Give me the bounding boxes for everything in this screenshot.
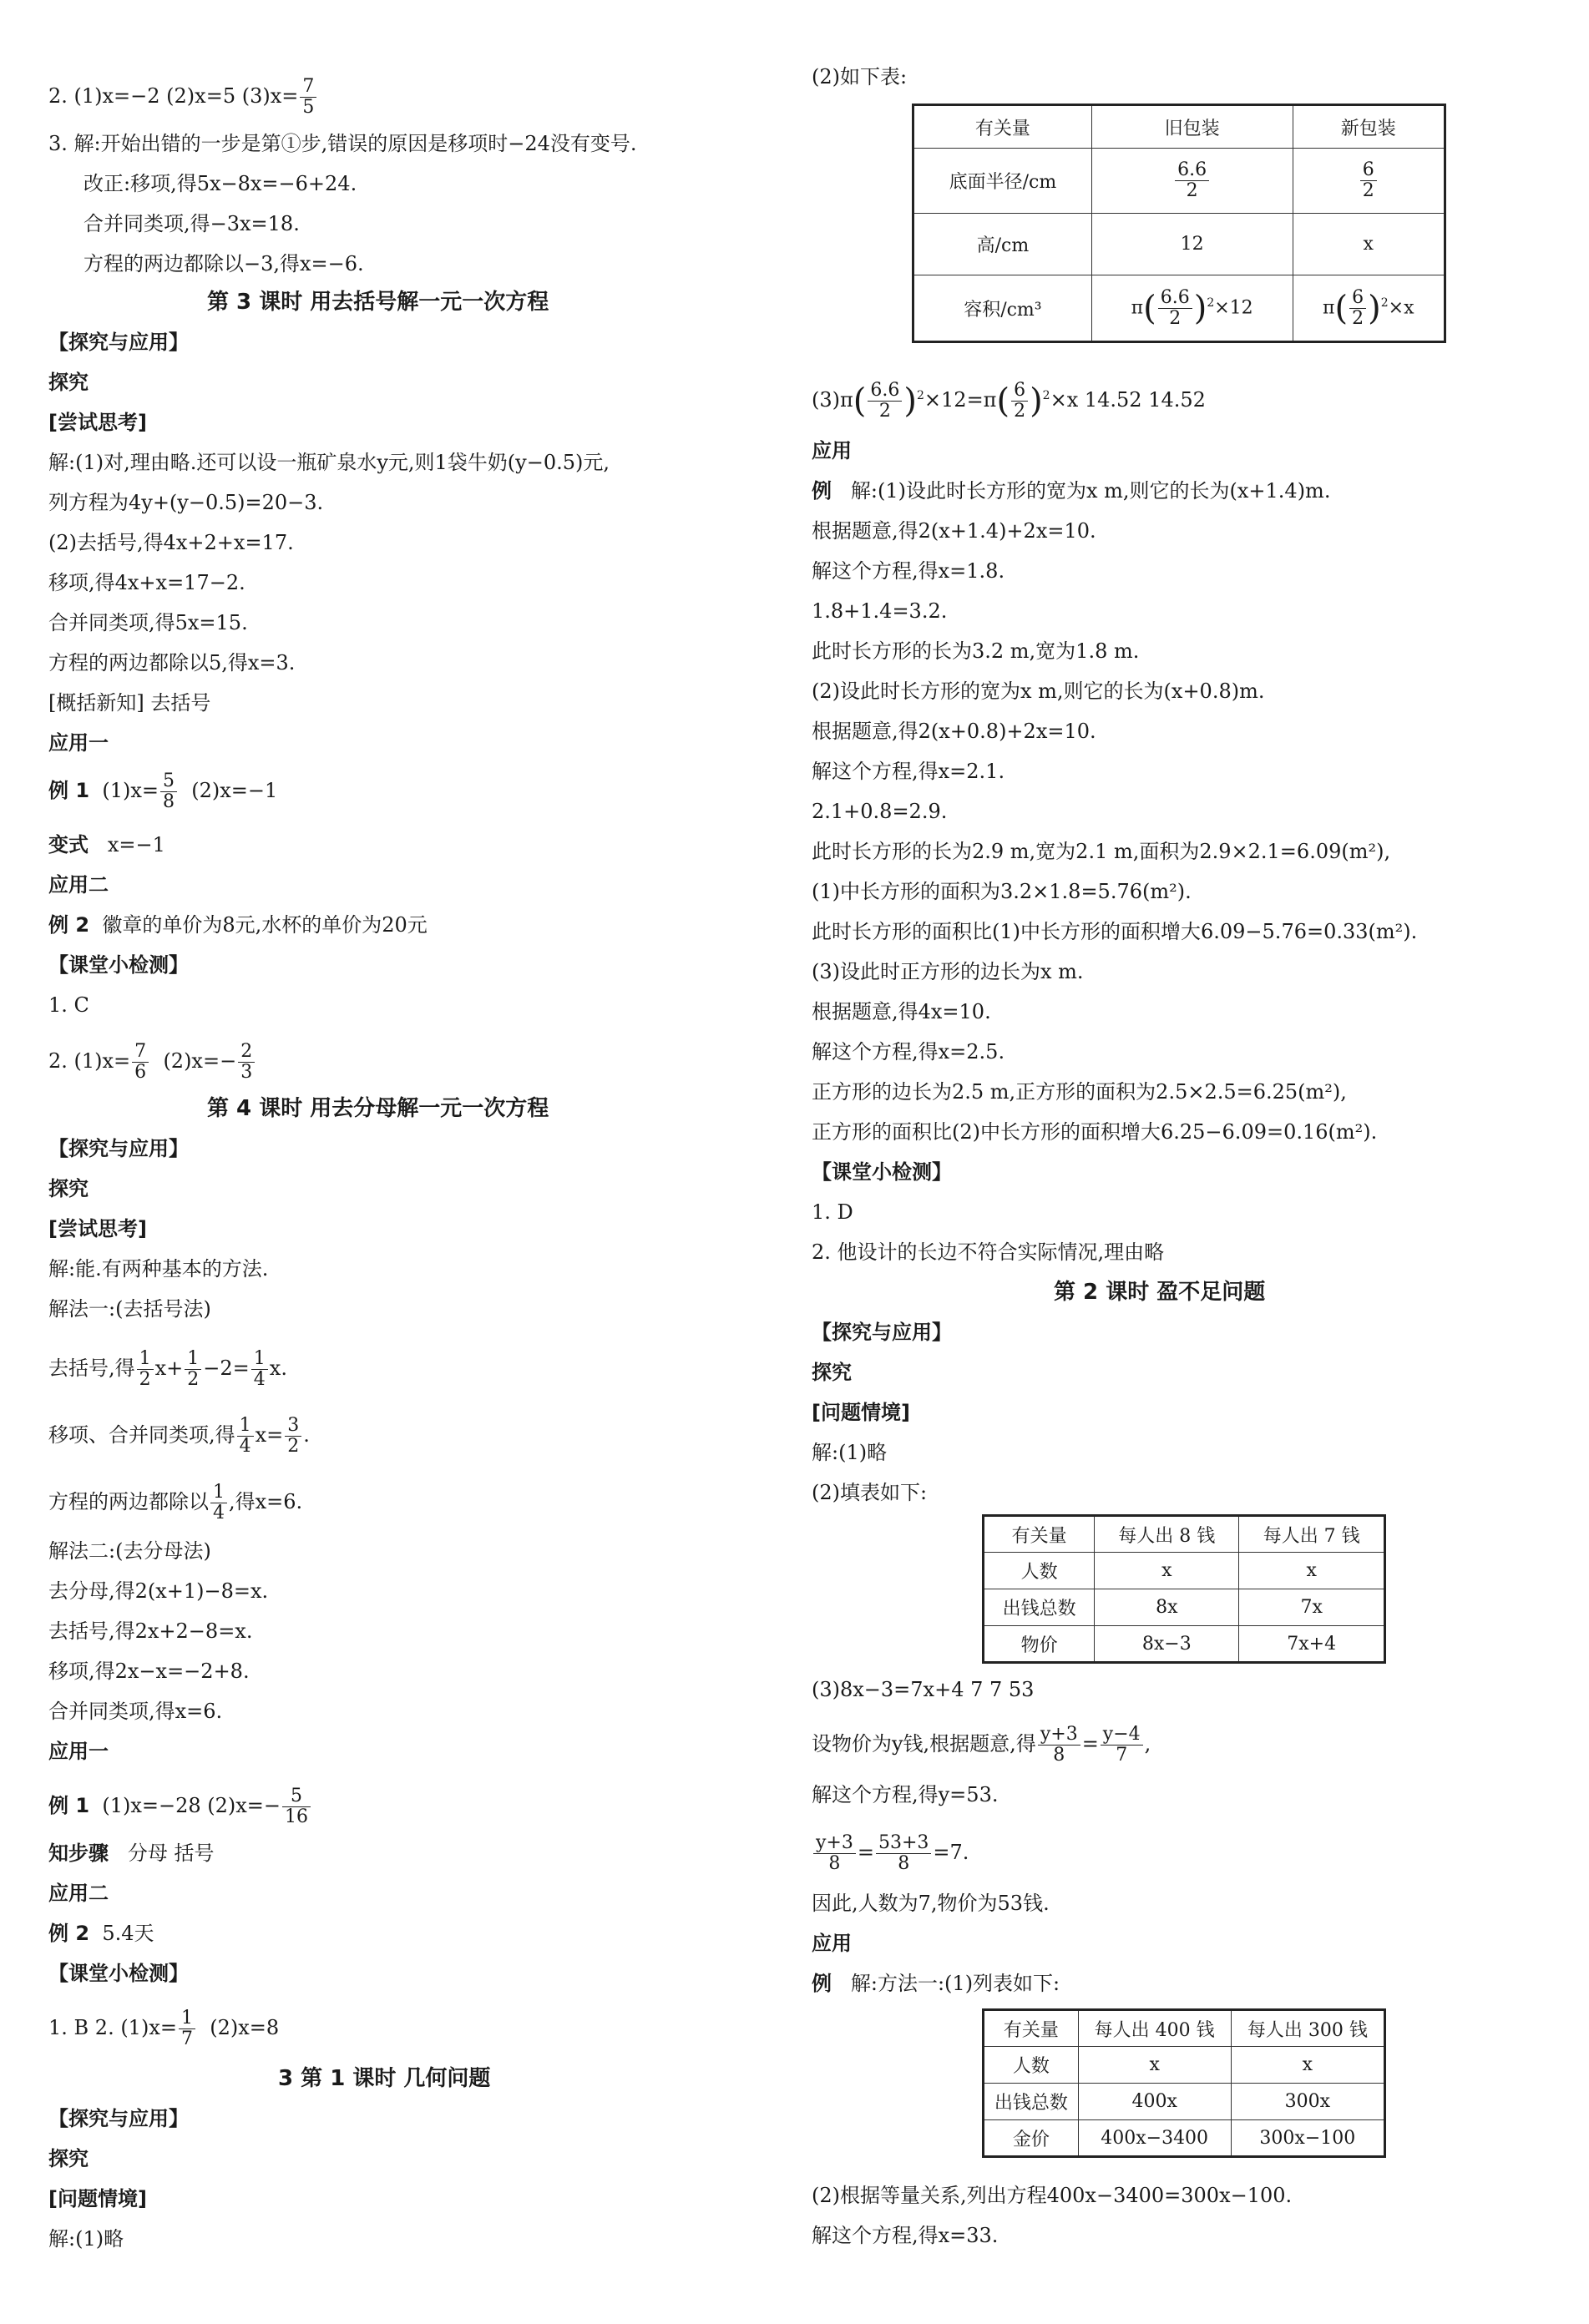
answer-line: (3)设此时正方形的边长为x m. — [812, 960, 1084, 983]
answer-line: 变式 x=−1 — [48, 833, 165, 856]
section-label: 【课堂小检测】 — [48, 953, 189, 977]
table-header: 有关量 — [984, 2010, 1079, 2047]
answer-line: 此时长方形的长为2.9 m,宽为2.1 m,面积为2.9×2.1=6.09(m²), — [812, 840, 1391, 863]
answer-line: 此时长方形的面积比(1)中长方形的面积增大6.09−5.76=0.33(m²). — [812, 920, 1418, 943]
table-header: 旧包装 — [1091, 105, 1293, 149]
section-label: 探究 — [812, 1361, 852, 1384]
fraction: $\frac{1}{2}$ — [185, 1349, 201, 1390]
answer-line: (2)如下表: — [812, 65, 908, 88]
section-label: 探究 — [48, 371, 89, 394]
section-heading: 第 3 课时 用去括号解一元一次方程 — [207, 290, 549, 315]
answer-line: 解这个方程,得x=1.8. — [812, 559, 1005, 583]
answer-line: 去括号,得2x+2−8=x. — [48, 1619, 253, 1643]
answer-line: 解:(1)略 — [812, 1441, 888, 1464]
answer-line: 正方形的边长为2.5 m,正方形的面积为2.5×2.5=6.25(m²), — [812, 1080, 1347, 1104]
fraction: $\frac{1}{2}$ — [137, 1349, 154, 1390]
table-cell: 7x+4 — [1239, 1626, 1385, 1663]
table-cell: 底面半径/cm — [913, 149, 1092, 214]
table-cell: 8x — [1095, 1589, 1239, 1626]
answer-line: (2)填表如下: — [812, 1481, 928, 1504]
answer-line: 1. D — [812, 1200, 853, 1224]
answer-line: 方程的两边都除以5,得x=3. — [48, 651, 296, 674]
table-cell: 300x — [1231, 2084, 1384, 2120]
answer-line: 去括号,得 $\frac{1}{2}$ x+ $\frac{1}{2}$ −2= $\frac{1}{4}$ x. — [48, 1348, 287, 1390]
table-cell: x — [1231, 2047, 1384, 2084]
section-heading: 3 第 1 课时 几何问题 — [278, 2066, 491, 2091]
answer-line: 正方形的面积比(2)中长方形的面积增大6.25−6.09=0.16(m²). — [812, 1120, 1378, 1144]
table-cell: π( $\frac{6}{2}$ )$^2$×x — [1293, 275, 1445, 342]
answer-line: [概括新知] 去括号 — [48, 691, 211, 715]
fraction: $\frac{2}{3}$ — [238, 1042, 255, 1083]
answer-line: 例 1 (1)x= $\frac{5}{8}$ (2)x=−1 — [48, 770, 278, 812]
answer-line: (2)设此时长方形的宽为x m,则它的长为(x+0.8)m. — [812, 680, 1265, 703]
answer-line: 方程的两边都除以−3,得x=−6. — [83, 252, 364, 275]
answer-line: 2.1+0.8=2.9. — [812, 800, 948, 823]
section-heading: 第 4 课时 用去分母解一元一次方程 — [207, 1096, 549, 1121]
answer-line: 因此,人数为7,物价为53钱. — [812, 1892, 1050, 1915]
answer-line: 2. (1)x= $\frac{7}{6}$ (2)x=− $\frac{2}{3}$ — [48, 1042, 256, 1083]
answer-line: 2. 他设计的长边不符合实际情况,理由略 — [812, 1240, 1165, 1264]
fraction: $\frac{7}{6}$ — [132, 1042, 149, 1083]
section-label: 应用二 — [48, 1882, 109, 1905]
answer-line: 根据题意,得2(x+0.8)+2x=10. — [812, 720, 1096, 743]
fraction: $\frac{1}{4}$ — [251, 1349, 268, 1390]
answer-line: 移项,得4x+x=17−2. — [48, 571, 245, 594]
answer-line: 解:(1)略 — [48, 2227, 124, 2251]
section-label: [问题情境] — [48, 2187, 147, 2210]
table-cell: x — [1293, 214, 1445, 275]
table-cell: 高/cm — [913, 214, 1092, 275]
answer-line: 解这个方程,得x=2.5. — [812, 1040, 1005, 1063]
answer-line: 根据题意,得4x=10. — [812, 1000, 991, 1023]
answer-line: 设物价为y钱,根据题意,得 $\frac{y+3}{8}$ = $\frac{y-4}{7}$ , — [812, 1724, 1151, 1766]
fraction: $\frac{1}{4}$ — [210, 1483, 227, 1523]
answer-line: (2)去括号,得4x+2+x=17. — [48, 531, 294, 554]
table-header: 每人出 300 钱 — [1231, 2010, 1384, 2047]
answer-line: 解这个方程,得x=33. — [812, 2224, 999, 2247]
answer-line: 移项、合并同类项,得 $\frac{1}{4}$ x= $\frac{3}{2}$ . — [48, 1415, 310, 1457]
answer-line: 移项,得2x−x=−2+8. — [48, 1660, 250, 1683]
answer-line: 3. 解:开始出错的一步是第①步,错误的原因是移项时−24没有变号. — [48, 132, 637, 155]
fraction: $\frac{1}{7}$ — [179, 2008, 195, 2049]
table-cell: 8x−3 — [1095, 1626, 1239, 1663]
fraction: $\frac{7}{5}$ — [300, 77, 316, 118]
section-label: 探究 — [48, 2147, 89, 2170]
table-cell: 400x−3400 — [1078, 2120, 1231, 2157]
table-header: 每人出 400 钱 — [1078, 2010, 1231, 2047]
answer-line: 解:(1)对,理由略.还可以设一瓶矿泉水y元,则1袋牛奶(y−0.5)元, — [48, 451, 610, 474]
answer-line: (3)8x−3=7x+4 7 7 53 — [812, 1678, 1035, 1701]
table-cell: 12 — [1091, 214, 1293, 275]
answer-line: 例 2 5.4天 — [48, 1922, 154, 1945]
fraction: $\frac{y-4}{7}$ — [1101, 1725, 1143, 1766]
section-label: 【探究与应用】 — [48, 2107, 189, 2130]
table-header: 每人出 7 钱 — [1239, 1516, 1385, 1553]
money-table-8-7 — [982, 1514, 1386, 1664]
answer-line: 1. C — [48, 993, 89, 1017]
answer-line: (2)根据等量关系,列出方程400x−3400=300x−100. — [812, 2184, 1293, 2207]
table-cell: 容积/cm³ — [913, 275, 1092, 342]
table-cell: 物价 — [984, 1626, 1095, 1663]
section-label: 【课堂小检测】 — [48, 1962, 189, 1985]
fraction: $\frac{3}{2}$ — [285, 1416, 301, 1457]
table-cell: 人数 — [984, 2047, 1079, 2084]
section-label: 【探究与应用】 — [48, 331, 189, 354]
table-cell: 金价 — [984, 2120, 1079, 2157]
answer-line: 解法一:(去括号法) — [48, 1297, 211, 1321]
table-cell: 人数 — [984, 1553, 1095, 1589]
answer-line: 解这个方程,得x=2.1. — [812, 760, 1005, 783]
section-label: 应用 — [812, 439, 852, 462]
table-cell: $\frac{6}{2}$ — [1293, 149, 1445, 214]
fraction: $\frac{1}{4}$ — [237, 1416, 254, 1457]
section-label: [尝试思考] — [48, 1217, 147, 1240]
answer-line: 合并同类项,得5x=15. — [48, 611, 248, 634]
fraction: $\frac{53+3}{8}$ — [876, 1833, 931, 1874]
table-cell: 7x — [1239, 1589, 1385, 1626]
table-cell: π( $\frac{6.6}{2}$ )$^2$×12 — [1091, 275, 1293, 342]
table-header: 有关量 — [913, 105, 1092, 149]
fraction: $\frac{5}{16}$ — [282, 1786, 311, 1827]
table-cell: 300x−100 — [1231, 2120, 1384, 2157]
section-label: 【课堂小检测】 — [812, 1160, 952, 1184]
section-label: [尝试思考] — [48, 411, 147, 434]
section-label: 【探究与应用】 — [48, 1137, 189, 1160]
section-label: 探究 — [48, 1177, 89, 1200]
fraction: $\frac{y+3}{8}$ — [1038, 1725, 1080, 1766]
fraction: $\frac{y+3}{8}$ — [813, 1833, 856, 1874]
section-label: 应用一 — [48, 731, 109, 755]
table-header: 有关量 — [984, 1516, 1095, 1553]
table-header: 每人出 8 钱 — [1095, 1516, 1239, 1553]
table-cell: $\frac{6.6}{2}$ — [1091, 149, 1293, 214]
money-table-400-300 — [982, 2008, 1386, 2158]
section-label: 应用一 — [48, 1740, 109, 1763]
answer-line: 例 解:方法一:(1)列表如下: — [812, 1972, 1060, 1995]
table-cell: 出钱总数 — [984, 2084, 1079, 2120]
answer-line: 改正:移项,得5x−8x=−6+24. — [83, 172, 357, 195]
answer-line: 此时长方形的长为3.2 m,宽为1.8 m. — [812, 639, 1140, 663]
table-cell: x — [1095, 1553, 1239, 1589]
answer-line: 解法二:(去分母法) — [48, 1539, 211, 1563]
section-label: 应用 — [812, 1932, 852, 1955]
answer-line: 去分母,得2(x+1)−8=x. — [48, 1579, 269, 1603]
table-cell: x — [1239, 1553, 1385, 1589]
answer-line: 1. B 2. (1)x= $\frac{1}{7}$ (2)x=8 — [48, 2008, 280, 2049]
answer-line: (1)中长方形的面积为3.2×1.8=5.76(m²). — [812, 880, 1192, 903]
answer-line: 根据题意,得2(x+1.4)+2x=10. — [812, 519, 1096, 543]
fraction: $\frac{5}{8}$ — [160, 771, 177, 812]
table-cell: 400x — [1078, 2084, 1231, 2120]
answer-line: (3)π( $\frac{6.6}{2}$ )$^2$×12=π( $\frac{6}{2}$ )$^2$×x 14.52 14.52 — [812, 380, 1206, 422]
answer-line: 合并同类项,得−3x=18. — [83, 212, 300, 235]
packaging-table — [912, 104, 1446, 343]
answer-line: 例 2 徽章的单价为8元,水杯的单价为20元 — [48, 913, 428, 937]
section-label: [问题情境] — [812, 1401, 910, 1424]
answer-line: 解:能.有两种基本的方法. — [48, 1257, 269, 1281]
answer-line: 方程的两边都除以 $\frac{1}{4}$ ,得x=6. — [48, 1482, 303, 1523]
answer-line: $\frac{y+3}{8}$ = $\frac{53+3}{8}$ =7. — [812, 1833, 969, 1874]
answer-line: 1.8+1.4=3.2. — [812, 599, 948, 623]
section-heading: 第 2 课时 盈不足问题 — [1054, 1280, 1266, 1305]
answer-line: 合并同类项,得x=6. — [48, 1700, 223, 1723]
answer-line: 知步骤 分母 括号 — [48, 1842, 215, 1865]
table-cell: x — [1078, 2047, 1231, 2084]
answer-line: 例 1 (1)x=−28 (2)x=− $\frac{5}{16}$ — [48, 1786, 312, 1827]
answer-line: 2. (1)x=−2 (2)x=5 (3)x= $\frac{7}{5}$ — [48, 77, 318, 118]
answer-line: 解这个方程,得y=53. — [812, 1783, 999, 1806]
answer-line: 列方程为4y+(y−0.5)=20−3. — [48, 491, 324, 514]
section-label: 应用二 — [48, 873, 109, 897]
table-cell: 出钱总数 — [984, 1589, 1095, 1626]
section-label: 【探究与应用】 — [812, 1321, 952, 1344]
table-header: 新包装 — [1293, 105, 1445, 149]
answer-line: 例 解:(1)设此时长方形的宽为x m,则它的长为(x+1.4)m. — [812, 479, 1331, 503]
